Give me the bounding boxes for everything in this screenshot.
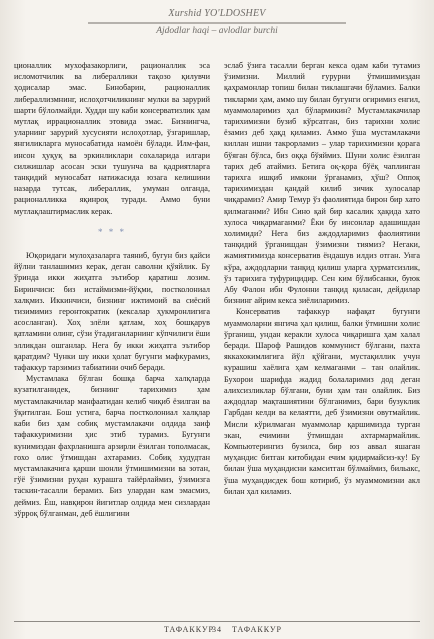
footer-magazine-name-right: ТАФАККУР (232, 625, 282, 634)
left-column (14, 60, 210, 617)
page-number: 34 (212, 625, 222, 634)
footer-divider (14, 621, 420, 622)
right-column (224, 60, 420, 617)
page-header (0, 4, 434, 58)
article-subtitle: Ajdodlar haqi – avlodlar burchi (156, 26, 278, 36)
footer-magazine-name-left: ТАФАККУР (164, 625, 214, 634)
paragraph: ционаллик мухофазакорлиги, рационаллик эса исломотчилик ва либераллики тақозо қилувчи ҳодисалар эмас. Бинобарин, рационаллик либераллизмнинг, ислоҳотчиликнинг мулки ва зарурий шарти бўлолмайди. Худди шу каби консерватизлик ҳам мутлақ иррационаллик этовида эмас. Бизнингча, уларнинг зарурий хусусияти ислоҳотлар, ўзгаришлар, янгиликларга муносабатида намоён бўлади. Илм-фан, инсон ҳуқуқ ва эркинликлари сохаларида илгари силжишлар асосан эски тушунча ва қадриятларга танқидий муносабат натижасида юзага келишини назарда тутсак, либераллик, умуман олганда, рационалликка яқинроқ туради. Аммо буни мутлақлаштирмаслик керак. (14, 61, 210, 216)
paragraph: Мустамлака бўлган бошқа барча халқларда кузатилганидек, бизнинг тарихимиз ҳам мустамлакачилар манфаатидан келиб чиқиб ёзилган ва ўқитилган. Бош устига, барча постколониал халқлар каби биз ҳам собиқ мустамлакачи олдида заиф тафаккуримизни ҳис этиб турамиз. Бугунги кунимиздан фахрланишга арзирли ёзилган тополмасак, гохо олис ўтмишдан ахтарамиз. Собиқ худудтан мустамлакачига қарши шонли ўтмишимизни ва зотан, гўё ўзимизни руҳан курашга тайёрлаймиз, ўзимизга таскин-тасалли берамиз. Биз улардан кам эмасмиз, деймиз. Ёш, навқирон йигитлар олдида мен сизлардан зўрроқ бўлганман, деб ёшлигини (14, 374, 210, 518)
header-divider (88, 22, 346, 24)
page-footer (0, 619, 434, 639)
author-name: Xurshid YO'LDOSHEV (168, 8, 266, 19)
paragraph: Консерватив тафаккур нафақат бугунги муаммоларни янгича ҳал қилиш, балки ўтмишни холис ўрганиш, ундан керакли хулоса чиқаришга ҳам халал беради. Шароф Рашидов коммунист бўлгани, пахта яккахокимлигига йўл қўйгани, мустақиллик учун курашиш хаёлига ҳам келмаганми – тан олайлик. Бухорои шарифда жадид болаларимиз дод деган алихсизликлар бўлгани, буни ҳам тан олайлик. Биз аждодлар мақташиятини бўлганимиз, бари бузуклик Гарбдан келди ва келаятти, деб ўзимизни овутмайлик. Мисли кўрилмаган муаммолар қаршимизда турган экан, ечимини ўтмишдан ахтармармайлик. Компьютерингиз бузилса, бир юз аввал яшаган муҳандис битган китобидан ечим қидирмайсиз-ку! Бу билан ўша муҳандисни камситган бўлмаймиз, бильакс, ўша муҳандисдек бош котириб, ўз муаммомизни акл билан ҳал киламиз. (224, 307, 420, 496)
paragraph: Юқоридаги мулоҳазаларга таяниб, бугун биз қайси йўлни танлашимиз керак, деган саволни қўяйлик. Бу ўринда икки жиҳатга эътибор қаратиш лозим. Биринчиси: биз истаймизми-йўқми, постколониал халқмиз. Иккинчиси, бизнинг ижтимоий ва сиёсий тизимимиз геронтократик (кексалар ҳукмронлигига асосланган). Хоҳ элёли қатлам, хоҳ бошқарув қатламини олинг, сўзи ўтадиганларнинг кўпчилиги ёши элликдан ошганлар. Нега бу икки жиҳатга эътибор қаратдим? Чунки шу икки ҳолат бугунги мафкурамиз, тафаккур тарзимиз табиатини очиб беради. (14, 251, 210, 373)
section-divider-stars: * * * (98, 226, 126, 237)
paragraph: эслаб ўзига тасалли берган кекса одам каби тутамиз ўзимизни. Миллий ғурурни ўтмишимиздан қаҳрамонлар топиш билан тиклашгачи бўламиз. Балки тикларми ҳам, аммо шу билан бугунги огиримиз енгил, муаммоларимиз ҳал бўлармикин? Мустамлакачилар тарихимизни бузиб кўрсатган, биз тарихни холис ёзамиз деб ҳақд қиламиз. Аммо ўша мустамлакачи киллан ишни такрорламиз – улар тарихимизни қорага бўяган бўлса, биз оққа бўяймиз. Шуни холис ёзилган тарих деб атаймиз. Бетига оқ-қора бўёқ чаплинган тарихга ишқиб имкони ўрганамиз, ҳўш? Оппоқ тарихимиздан қандай килиб зичик хулосалар чиқарамиз? Амир Темур ўз фаолиятида бирон бир хато қилмаганми? Ибн Сино қай бир касалик ҳақида хато хулоса чиқармаганми? Ёки бу инсонлар адашишдан холимиди? Нега биз аждодларимиз фаолиятини танқидий ўрганишдан ўзимизни тиямиз? Негаки, жамиятимизда консерватив ёндашув илдиз отган. Унга кўра, аждодларни танқид қилиш уларга ҳурматсизлик, ўз тарихига туфурицидир. Сен ким бўлибсанки, буюк Абу Фалон ибн Фулонни танқид қиласан, дейдилар бизнинг айрим кекса зиёлиларимиз. (224, 61, 420, 306)
